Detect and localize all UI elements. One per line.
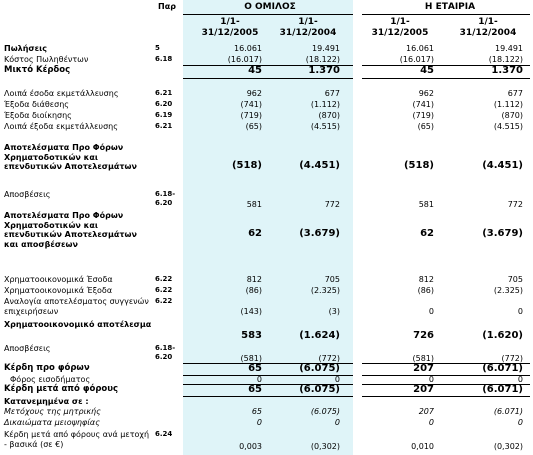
period-header-3: 1/1- 31/12/2005 (371, 17, 429, 38)
row-value: 962 (418, 89, 434, 98)
row-value: (0,302) (310, 442, 340, 451)
row-value: 0 (428, 307, 434, 316)
row-label: Κέρδη μετά από φόρους (4, 384, 119, 394)
row-value: 772 (507, 200, 523, 209)
row-label: Κέρδη προ φόρων (4, 363, 90, 373)
row-label: Λοιπά έσοδα εκμετάλλευσης (4, 89, 119, 98)
row-value: 581 (418, 200, 434, 209)
row-label: Κατανεμημένα σε : (4, 397, 89, 406)
row-label: Αποσβέσεις (4, 190, 51, 199)
row-value: 207 (413, 384, 434, 395)
statement-row (0, 55, 533, 65)
row-value: (86) (417, 286, 434, 295)
row-value: 62 (420, 228, 434, 239)
row-value: (518) (403, 160, 434, 171)
row-value: (0,302) (493, 442, 523, 451)
row-value: 19.491 (312, 44, 340, 53)
row-value: (143) (240, 307, 262, 316)
row-value: 207 (413, 363, 434, 374)
row-note: 6.18-6.20 (155, 190, 176, 207)
row-value: 726 (413, 330, 434, 341)
row-value: (1.620) (482, 330, 523, 341)
row-value: 962 (246, 89, 262, 98)
row-value: (518) (231, 160, 262, 171)
row-value: (6.075) (299, 363, 340, 374)
row-label: Αποτελέσματα Προ Φόρων Χρηματοδοτικών και επενδυτικών Αποτελεσμάτων (4, 143, 137, 171)
statement-row (0, 297, 533, 317)
row-label: Δικαιώματα μειοψηφίας (4, 418, 100, 427)
row-note: 6.22 (155, 297, 173, 305)
statement-row (0, 211, 533, 257)
row-label: Έξοδα διάθεσης (4, 100, 69, 109)
row-value: (16.017) (227, 55, 262, 64)
row-label: Μικτό Κέρδος (4, 65, 71, 75)
row-value: (1.624) (299, 330, 340, 341)
row-label: Χρηματοοικονομικά Έσοδα (4, 275, 113, 284)
statement-row (0, 275, 533, 285)
group-header: Ο ΟΜΙΛΟΣ (244, 2, 296, 12)
row-value: 0 (517, 418, 523, 427)
row-value: (4.515) (493, 122, 523, 131)
row-value: (581) (240, 354, 262, 363)
row-value: (16.017) (399, 55, 434, 64)
row-value: (581) (412, 354, 434, 363)
row-value: (741) (412, 100, 434, 109)
row-label: Μετόχους της μητρικής (4, 407, 101, 416)
row-label: Κόστος Πωληθέντων (4, 55, 89, 64)
row-value: (6.071) (493, 407, 523, 416)
row-label: Αναλογία αποτελέσματος συγγενών επιχειρήσεων (4, 297, 149, 316)
row-value: (719) (412, 111, 434, 120)
row-value: 0 (256, 418, 262, 427)
statement-row (0, 364, 533, 375)
row-value: (772) (318, 354, 340, 363)
row-value: 583 (241, 330, 262, 341)
row-value: 677 (324, 89, 340, 98)
statement-row (0, 430, 533, 452)
row-note: 6.22 (155, 286, 173, 294)
row-label: Φόρος εισοδήματος (10, 375, 91, 384)
row-value: 1.370 (308, 65, 340, 76)
row-value: (6.075) (310, 407, 340, 416)
row-label: Αποσβέσεις (4, 344, 51, 353)
statement-row (0, 407, 533, 417)
row-value: (65) (417, 122, 434, 131)
row-value: (1.112) (310, 100, 340, 109)
statement-row (0, 89, 533, 99)
row-value: (2.325) (493, 286, 523, 295)
row-label: Κέρδη μετά από φόρους ανά μετοχή - βασικά (σε €) (4, 430, 150, 449)
row-value: 0 (428, 375, 434, 384)
row-value: (741) (240, 100, 262, 109)
row-value: 0 (334, 375, 340, 384)
row-value: 207 (418, 407, 434, 416)
row-label: Αποτελέσματα Προ Φόρων Χρηματοδοτικών και επενδυτικών Αποτελεσμάτων και αποσβέσεων (4, 211, 137, 249)
row-note: 6.24 (155, 430, 173, 438)
row-value: 65 (248, 384, 262, 395)
row-value: (719) (240, 111, 262, 120)
row-note: 6.22 (155, 275, 173, 283)
row-value: 0 (334, 418, 340, 427)
row-value: 812 (246, 275, 262, 284)
statement-row (0, 190, 533, 210)
row-value: 65 (248, 363, 262, 374)
row-value: (4.451) (299, 160, 340, 171)
row-value: 0 (517, 307, 523, 316)
period-header-1: 1/1- 31/12/2005 (201, 17, 259, 38)
row-value: (65) (245, 122, 262, 131)
row-value: 65 (251, 407, 262, 416)
row-value: 45 (420, 65, 434, 76)
statement-row (0, 100, 533, 110)
row-value: (18.122) (305, 55, 340, 64)
row-value: 705 (324, 275, 340, 284)
row-value: (870) (318, 111, 340, 120)
row-value: (4.515) (310, 122, 340, 131)
period-header-2: 1/1- 31/12/2004 (279, 17, 337, 38)
row-value: 45 (248, 65, 262, 76)
statement-row (0, 397, 533, 407)
statement-row (0, 385, 533, 396)
row-value: (870) (501, 111, 523, 120)
row-label: Έξοδα διοίκησης (4, 111, 72, 120)
row-value: 0,003 (239, 442, 262, 451)
row-value: 0 (428, 418, 434, 427)
row-value: 1.370 (491, 65, 523, 76)
row-value: (3.679) (482, 228, 523, 239)
row-value: (6.071) (482, 384, 523, 395)
row-value: 0,010 (411, 442, 434, 451)
row-label: Χρηματοοικονομικό αποτέλεσμα (4, 320, 152, 329)
row-value: 705 (507, 275, 523, 284)
statement-row (0, 286, 533, 296)
row-value: (772) (501, 354, 523, 363)
company-header: Η ΕΤΑΙΡΙΑ (424, 2, 476, 12)
row-note: 6.21 (155, 122, 173, 130)
row-label: Πωλήσεις (4, 44, 47, 53)
statement-row (0, 143, 533, 189)
row-value: (2.325) (310, 286, 340, 295)
row-value: (3) (328, 307, 340, 316)
row-value: 16.061 (406, 44, 434, 53)
statement-row (0, 111, 533, 121)
row-note: 6.19 (155, 111, 173, 119)
row-note: 5 (155, 44, 160, 52)
row-note: 6.18 (155, 55, 173, 63)
period-header-4: 1/1- 31/12/2004 (459, 17, 517, 38)
row-value: (1.112) (493, 100, 523, 109)
row-value: 0 (517, 375, 523, 384)
row-value: 62 (248, 228, 262, 239)
statement-row (0, 66, 533, 78)
statement-row (0, 344, 533, 364)
row-label: Λοιπά έξοδα εκμετάλλευσης (4, 122, 118, 131)
row-value: 0 (256, 375, 262, 384)
row-value: (6.071) (482, 363, 523, 374)
row-value: (6.075) (299, 384, 340, 395)
row-value: (3.679) (299, 228, 340, 239)
row-value: (4.451) (482, 160, 523, 171)
row-value: 19.491 (495, 44, 523, 53)
row-note: 6.20 (155, 100, 173, 108)
row-value: 812 (418, 275, 434, 284)
statement-row (0, 44, 533, 54)
statement-row (0, 418, 533, 428)
row-value: 677 (507, 89, 523, 98)
statement-row (0, 375, 533, 384)
row-note: 6.21 (155, 89, 173, 97)
row-note: 6.18-6.20 (155, 344, 176, 361)
row-value: 772 (324, 200, 340, 209)
statement-row (0, 122, 533, 132)
statement-row (0, 320, 533, 342)
note-column-header: Παρ (158, 2, 176, 11)
row-label: Χρηματοοικονομικά Έξοδα (4, 286, 113, 295)
row-value: (18.122) (488, 55, 523, 64)
row-value: 581 (246, 200, 262, 209)
row-value: (86) (245, 286, 262, 295)
row-value: 16.061 (234, 44, 262, 53)
